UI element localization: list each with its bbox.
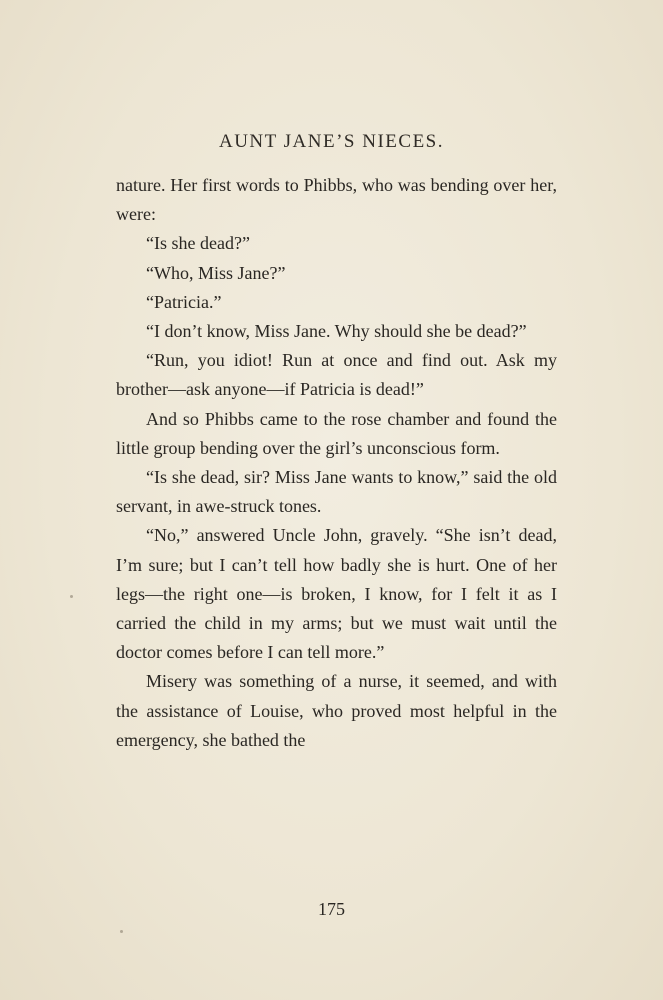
paragraph: “Who, Miss Jane?”: [146, 262, 286, 283]
paper-speck: [120, 930, 123, 933]
paragraph: nature. Her first words to Phibbs, who was bending over her, were:: [116, 175, 557, 225]
paper-speck: [70, 595, 73, 598]
paragraph: And so Phibbs came to the rose chamber and found the little group bending over the girl’s unconscious form.: [116, 408, 557, 458]
paragraph: “I don’t know, Miss Jane. Why should she be dead?”: [146, 321, 527, 342]
paragraph: “Is she dead, sir? Miss Jane wants to know,” said the old servant, in awe-struck tones.: [116, 467, 557, 517]
body-text: [116, 171, 557, 755]
paragraph: “Is she dead?”: [146, 233, 250, 254]
running-head: AUNT JANE’S NIECES.: [218, 131, 444, 152]
page-number: 175: [318, 899, 345, 919]
paragraph: “No,” answered Uncle John, gravely. “She isn’t dead, I’m sure; but I can’t tell how badly she is hurt. One of her legs—the right one—is broken, I know, for I felt it as I carried the child in my arms; but we must wait until the doctor comes before I can tell more.”: [116, 525, 557, 663]
paragraph: Misery was something of a nurse, it seemed, and with the assistance of Louise, who proved most helpful in the emergency, she bathed the: [116, 671, 557, 750]
paragraph: “Patricia.”: [146, 291, 222, 312]
paragraph: “Run, you idiot! Run at once and find out. Ask my brother—ask anyone—if Patricia is dead!”: [116, 350, 557, 400]
